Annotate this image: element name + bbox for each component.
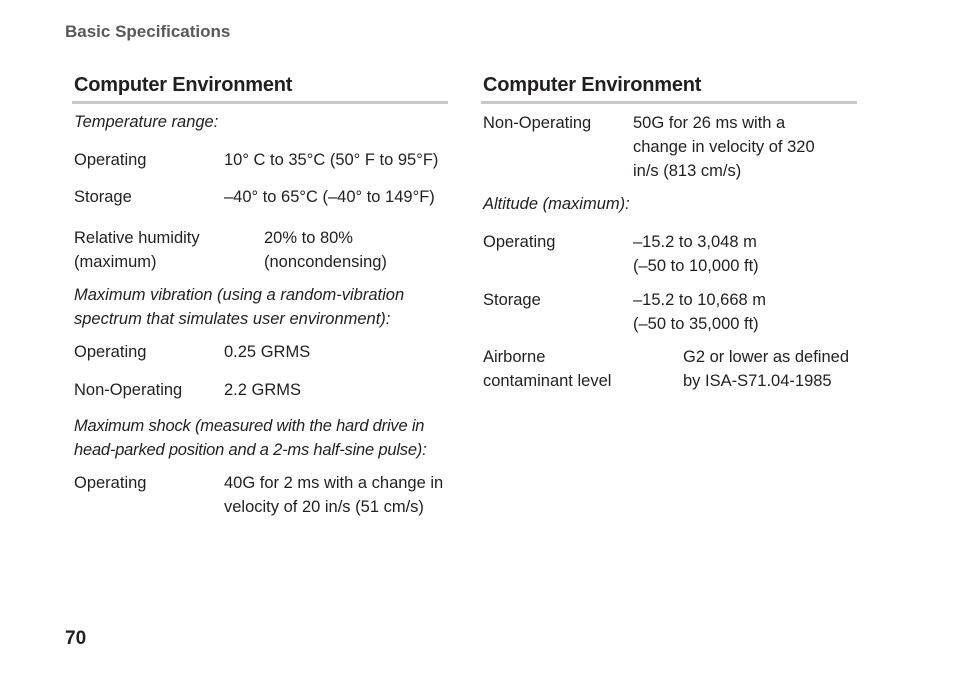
spec-value: 40G for 2 ms with a change in velocity of 20 in/s (51 cm/s) [224, 474, 444, 516]
spec-row-vib-nonoperating [74, 378, 448, 402]
spec-label: Operating [74, 151, 147, 169]
temperature-group-label: Temperature range: [74, 113, 219, 131]
spec-label: Non-Operating [74, 381, 183, 399]
page-number: 70 [65, 628, 87, 649]
spec-row-shock-operating [74, 471, 448, 519]
spec-value-line: –15.2 to 3,048 m [633, 233, 757, 251]
spec-label: Relative humidity (maximum) [74, 229, 200, 271]
spec-value-line: –15.2 to 10,668 m [633, 291, 767, 309]
left-column [74, 74, 448, 519]
spec-value [633, 288, 857, 336]
spec-row-shock-nonoperating [483, 111, 857, 183]
spec-row-humidity [74, 226, 448, 274]
spec-label: Operating [74, 474, 147, 492]
spec-value: 10° C to 35°C (50° F to 95°F) [224, 151, 439, 169]
right-column [483, 74, 857, 393]
spec-value: G2 or lower as defined by ISA-S71.04-1985 [683, 348, 850, 390]
spec-value [633, 230, 857, 278]
spec-value: 50G for 26 ms with a change in velocity of 320 in/s (813 cm/s) [633, 114, 815, 180]
spec-label: Storage [483, 291, 541, 309]
spec-value: –40° to 65°C (–40° to 149°F) [224, 188, 435, 206]
spec-value: 0.25 GRMS [224, 343, 311, 361]
spec-row-temp-operating [74, 148, 448, 172]
altitude-group-label: Altitude (maximum): [483, 195, 630, 213]
spec-label: Non-Operating [483, 114, 592, 132]
section-heading: Computer Environment [72, 74, 448, 104]
section-heading: Computer Environment [481, 74, 857, 104]
spec-value-line: (–50 to 35,000 ft) [633, 315, 759, 333]
spec-row-vib-operating [74, 340, 448, 364]
spec-label: Airborne contaminant level [483, 348, 612, 390]
vibration-group-label: Maximum vibration (using a random-vibration spectrum that simulates user environment): [74, 286, 405, 328]
spec-row-temp-storage [74, 185, 448, 209]
spec-label: Operating [74, 343, 147, 361]
running-head: Basic Specifications [65, 22, 231, 41]
spec-row-alt-storage [483, 288, 857, 336]
spec-value: 2.2 GRMS [224, 381, 302, 399]
spec-label: Storage [74, 188, 132, 206]
spec-value: 20% to 80% (noncondensing) [264, 229, 387, 271]
spec-row-alt-operating [483, 230, 857, 278]
shock-group-label: Maximum shock (measured with the hard drive in head-parked position and a 2-ms half-sine pulse): [74, 417, 427, 459]
spec-row-airborne [483, 345, 857, 393]
spec-value-line: (–50 to 10,000 ft) [633, 257, 759, 275]
spec-label: Operating [483, 233, 556, 251]
